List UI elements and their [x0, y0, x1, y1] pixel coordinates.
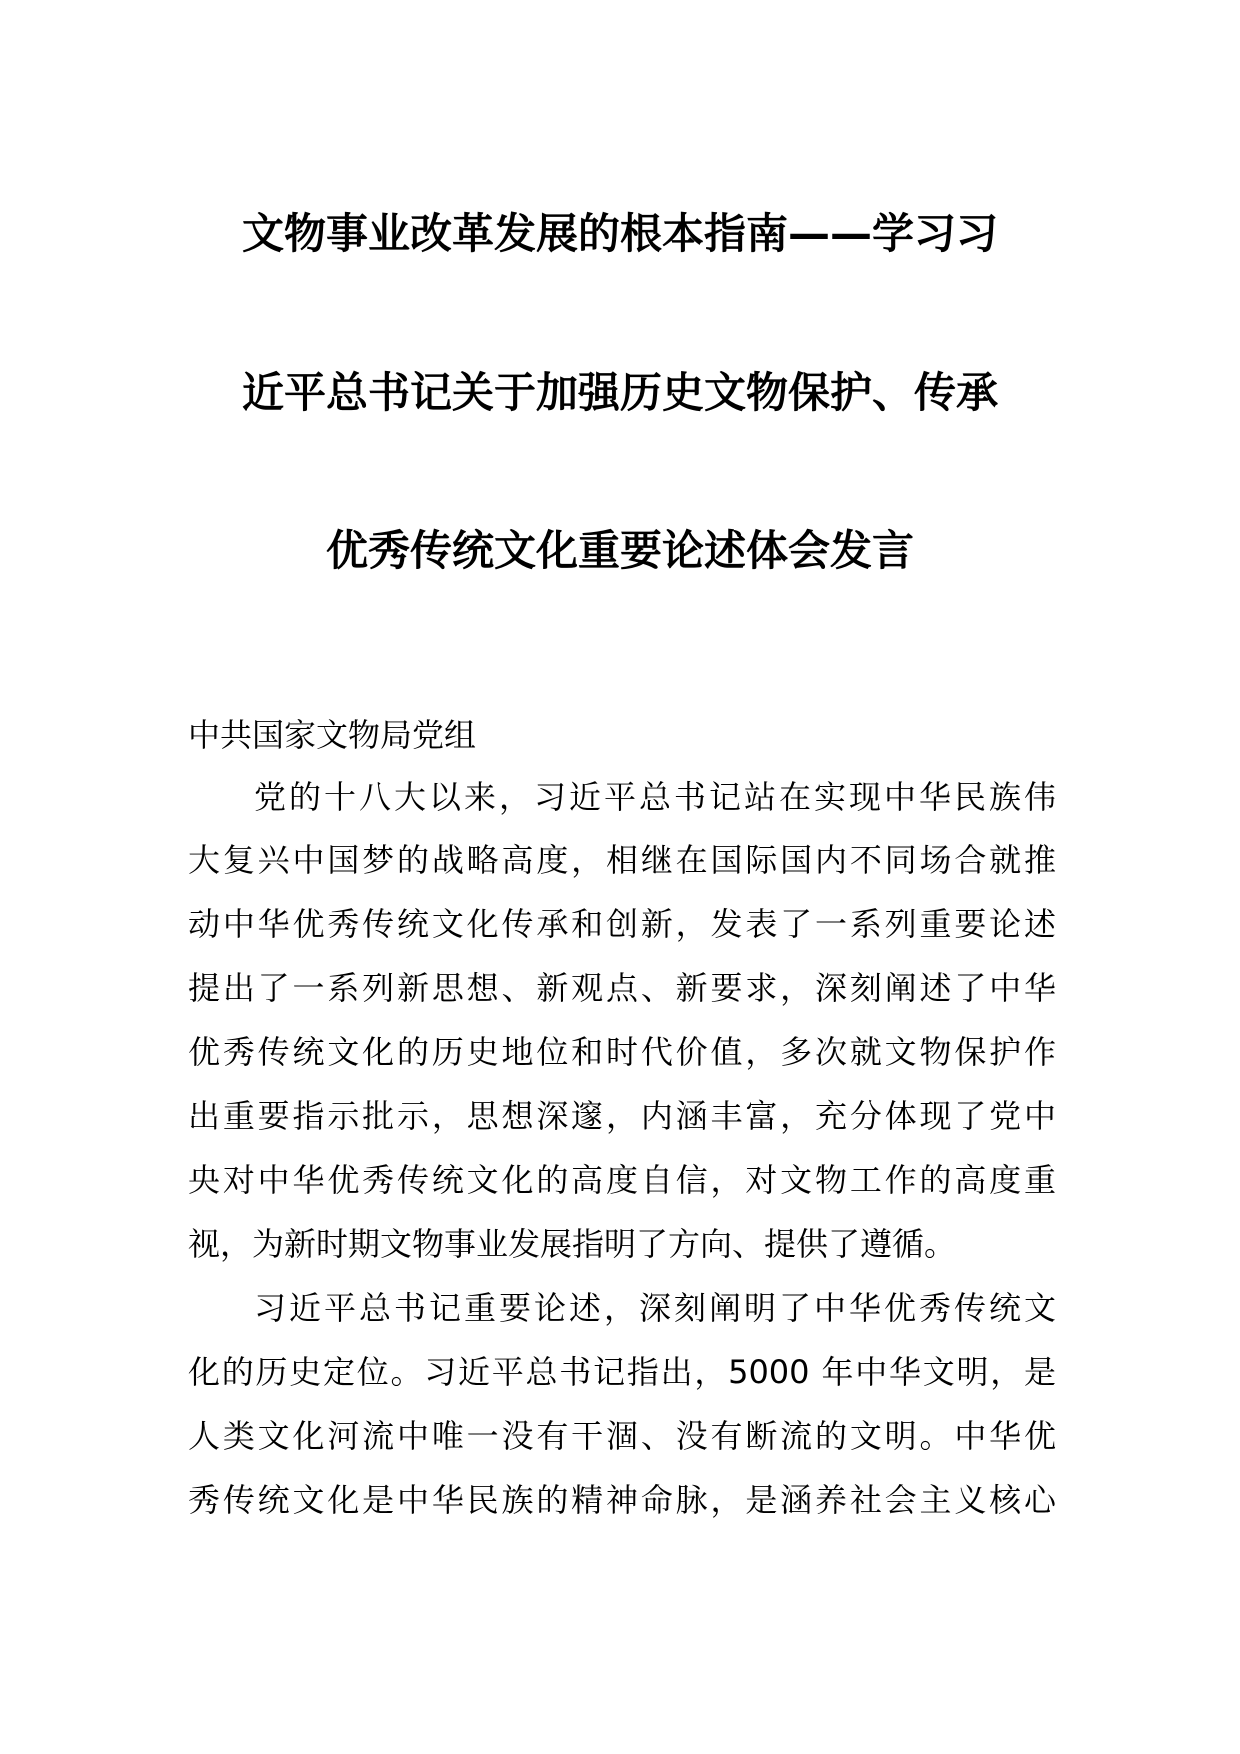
paragraph-1-line-1: 党的十八大以来，习近平总书记站在实现中华民族伟: [254, 778, 1056, 816]
document-title-line-1: 文物事业改革发展的根本指南——学习习: [241, 209, 998, 258]
paragraph-2-line-1: 习近平总书记重要论述，深刻阐明了中华优秀传统文: [254, 1289, 1056, 1327]
document-title-line-3: 优秀传统文化重要论述体会发言: [325, 526, 914, 575]
paragraph-1-line-7: 央对中华优秀传统文化的高度自信，对文物工作的高度重: [188, 1161, 1056, 1199]
paragraph-1-line-3: 动中华优秀传统文化传承和创新，发表了一系列重要论述: [188, 905, 1056, 943]
paragraph-1-line-5: 优秀传统文化的历史地位和时代价值，多次就文物保护作: [188, 1033, 1056, 1071]
document-title-line-2: 近平总书记关于加强历史文物保护、传承: [241, 368, 998, 417]
paragraph-2-line-4: 秀传统文化是中华民族的精神命脉，是涵养社会主义核心: [188, 1481, 1056, 1519]
paragraph-1-line-2: 大复兴中国梦的战略高度，相继在国际国内不同场合就推: [188, 841, 1056, 879]
paragraph-2-line-3: 人类文化河流中唯一没有干涸、没有断流的文明。中华优: [188, 1417, 1056, 1455]
paragraph-2-line-2: 化的历史定位。习近平总书记指出，5000 年中华文明，是: [188, 1353, 1056, 1391]
paragraph-1-line-4: 提出了一系列新思想、新观点、新要求，深刻阐述了中华: [188, 969, 1056, 1007]
paragraph-1-line-8: 视，为新时期文物事业发展指明了方向、提供了遵循。: [188, 1225, 957, 1263]
author-line: 中共国家文物局党组: [188, 716, 477, 754]
paragraph-1-line-6: 出重要指示批示，思想深邃，内涵丰富，充分体现了党中: [188, 1097, 1056, 1135]
